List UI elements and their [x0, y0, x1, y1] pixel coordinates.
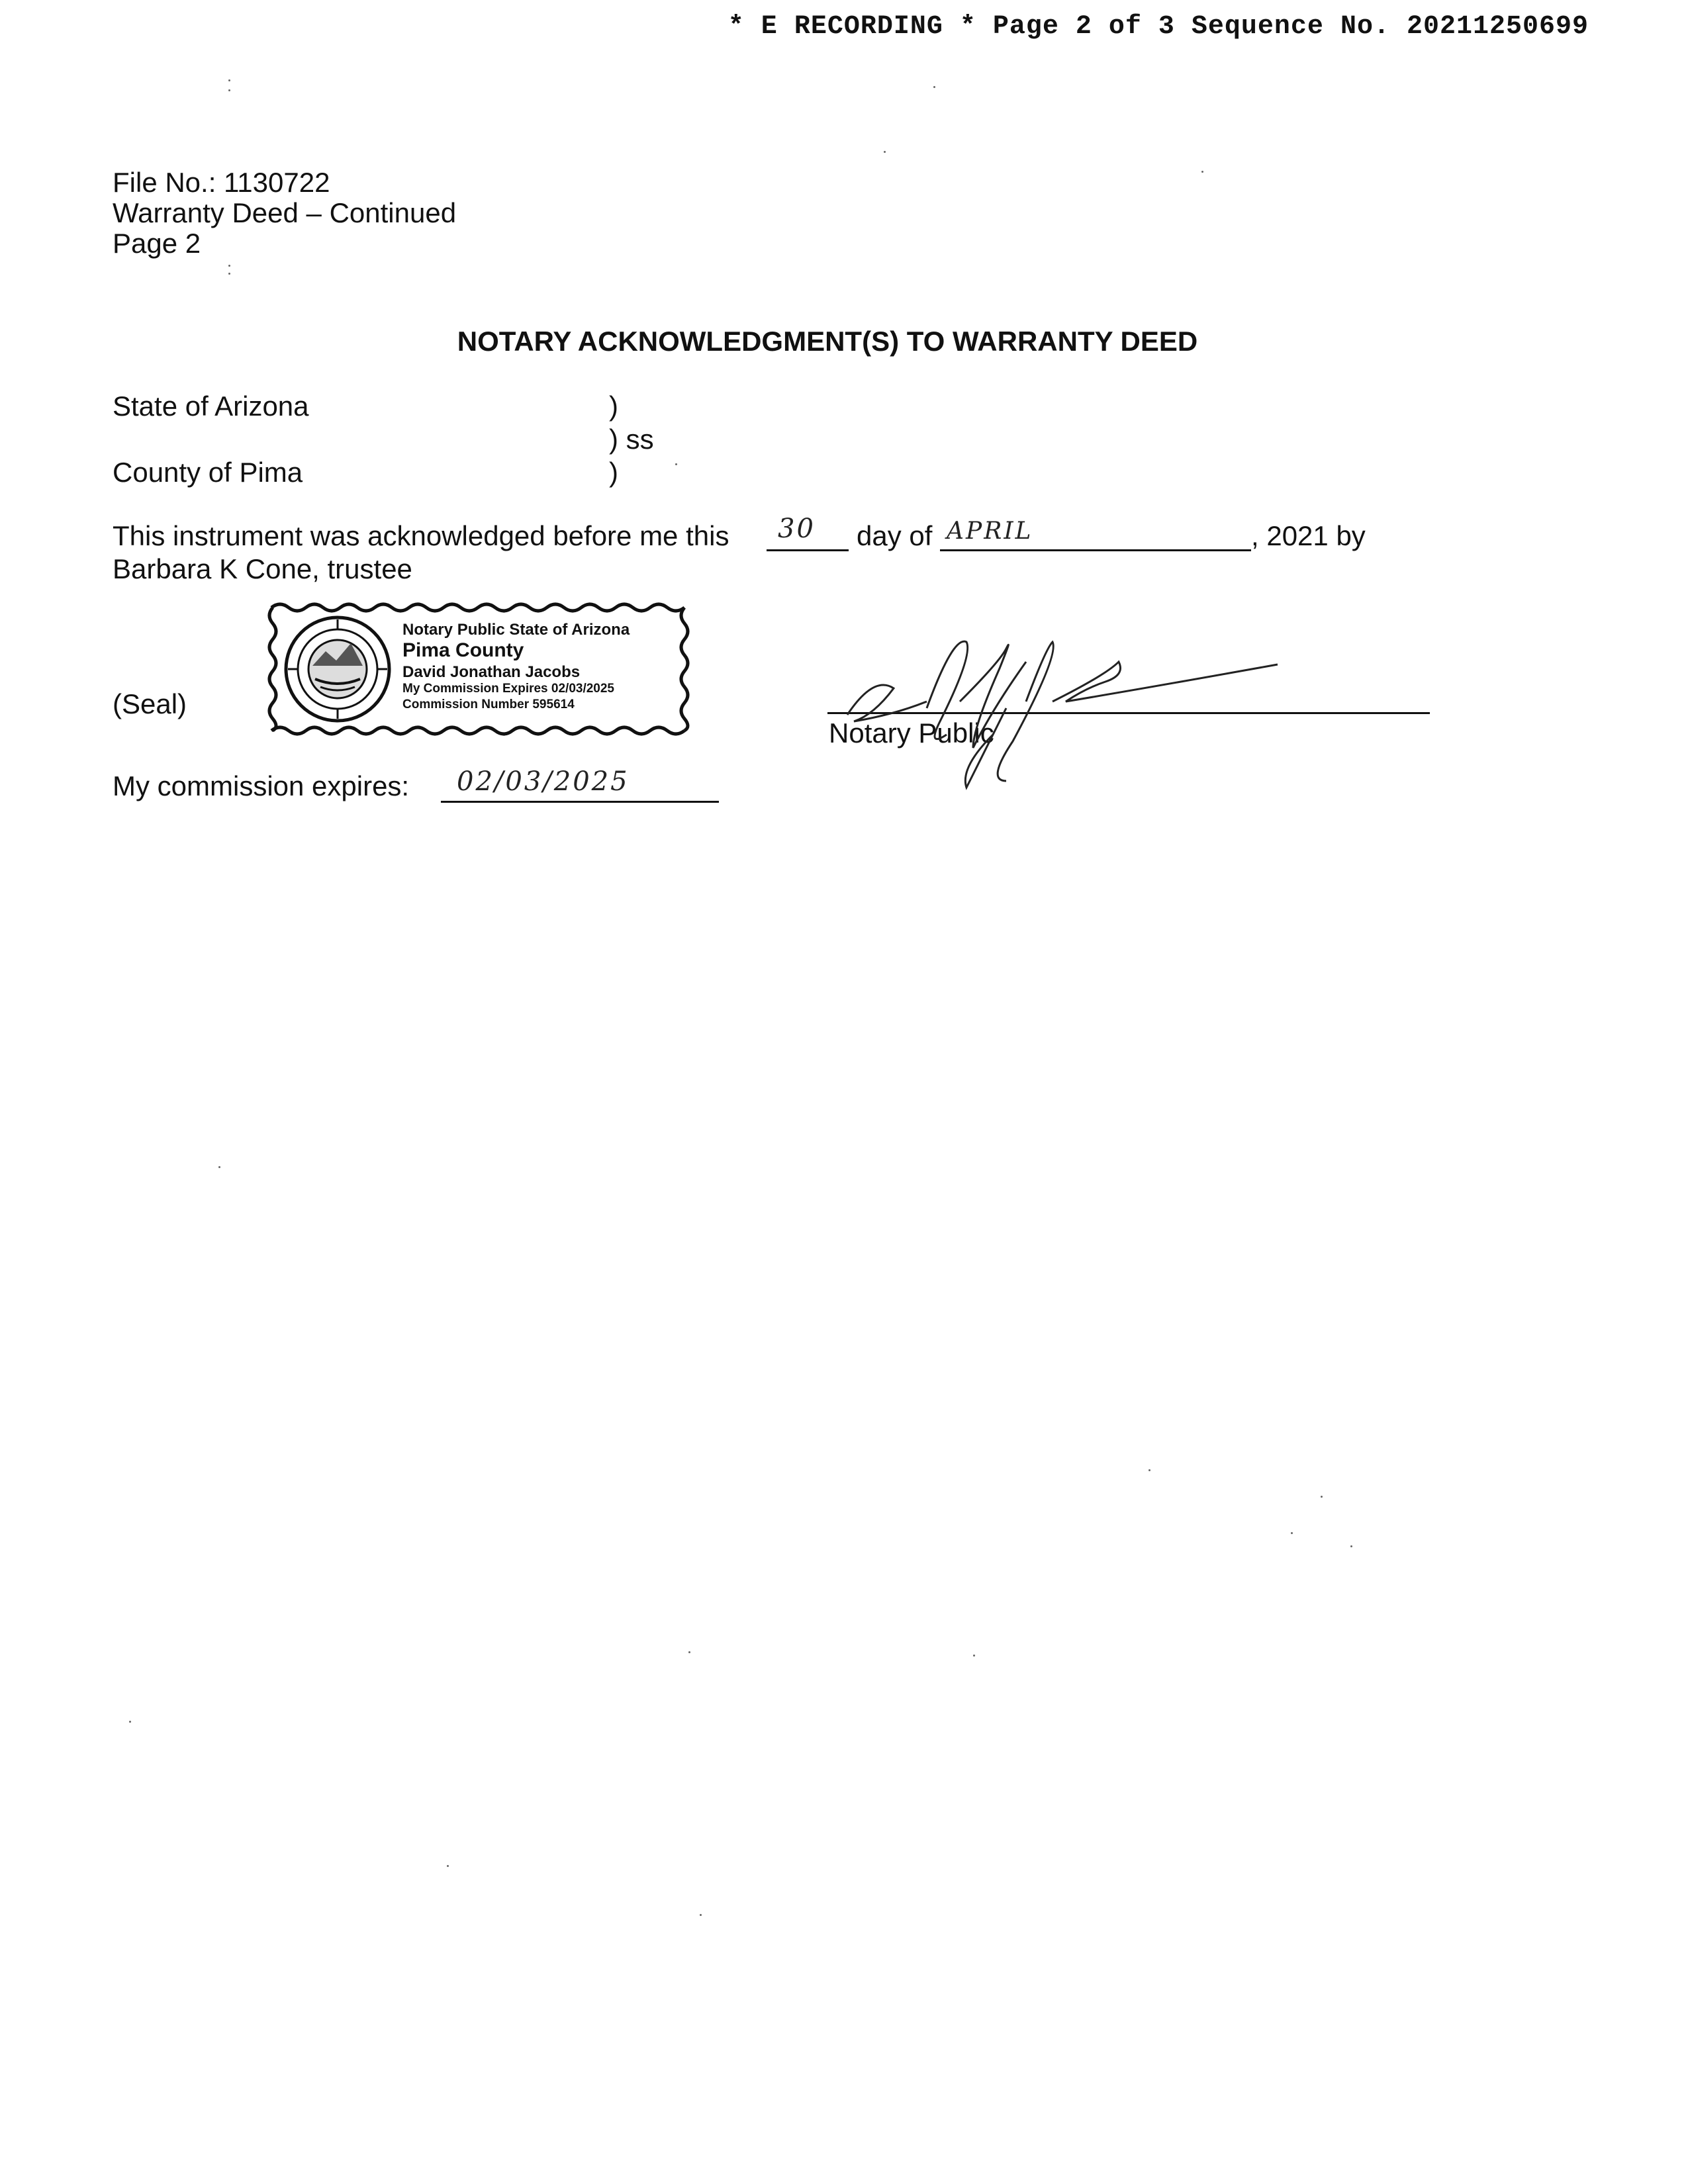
- acknowledgment-day-of: day of: [857, 520, 933, 551]
- stamp-line-3: David Jonathan Jacobs: [402, 663, 581, 681]
- scan-speck: [1321, 1496, 1323, 1498]
- stamp-line-2: Pima County: [402, 639, 524, 661]
- file-number-label: File No.:: [113, 167, 216, 198]
- document-title: Warranty Deed – Continued: [113, 197, 457, 228]
- file-number: 1130722: [224, 167, 330, 198]
- scan-speck: [700, 1914, 702, 1916]
- scan-speck: [1201, 171, 1203, 173]
- acknowledgment-prefix: This instrument was acknowledged before me this: [113, 520, 729, 551]
- scan-speck: [228, 273, 230, 275]
- file-number-line: [113, 167, 330, 199]
- recording-header: * E RECORDING * Page 2 of 3 Sequence No. 20211250699: [727, 12, 1589, 42]
- stamp-line-4: My Commission Expires 02/03/2025: [402, 682, 614, 696]
- scan-speck: [228, 265, 230, 267]
- commission-expires-label: My commission expires:: [113, 770, 410, 801]
- scan-speck: [228, 79, 230, 81]
- acknowledgment-signer: Barbara K Cone, trustee: [113, 553, 412, 584]
- page-indicator: Page 2: [113, 228, 201, 259]
- commission-underline: [441, 801, 719, 803]
- notary-signature-icon: [827, 629, 1331, 801]
- scan-speck: [1149, 1469, 1150, 1471]
- acknowledgment-day: 30: [778, 514, 816, 544]
- venue-paren-3: ): [609, 457, 618, 488]
- month-underline: [940, 549, 1251, 551]
- scan-speck: [675, 463, 677, 465]
- page-title: NOTARY ACKNOWLEDGMENT(S) TO WARRANTY DEED: [457, 326, 1198, 357]
- stamp-line-5: Commission Number 595614: [402, 698, 575, 711]
- venue-ss: ) ss: [609, 424, 654, 455]
- venue-county: County of Pima: [113, 457, 303, 488]
- scan-speck: [933, 86, 935, 88]
- acknowledgment-month: APRIL: [947, 518, 1033, 545]
- scan-speck: [228, 89, 230, 91]
- notary-signature-label: Notary Public: [829, 717, 994, 749]
- scan-speck: [688, 1651, 690, 1653]
- scan-speck: [447, 1865, 449, 1867]
- day-underline: [767, 549, 849, 551]
- venue-paren-1: ): [609, 390, 618, 422]
- scan-speck: [1291, 1532, 1293, 1534]
- acknowledgment-year: , 2021 by: [1251, 520, 1366, 551]
- stamp-line-1: Notary Public State of Arizona: [402, 621, 630, 639]
- venue-state: State of Arizona: [113, 390, 309, 422]
- scan-speck: [218, 1166, 220, 1168]
- commission-expires-date: 02/03/2025: [457, 766, 630, 797]
- seal-label: (Seal): [113, 688, 187, 719]
- scan-speck: [1350, 1545, 1352, 1547]
- scan-speck: [973, 1655, 975, 1657]
- notary-stamp: [265, 600, 695, 739]
- scan-speck: [884, 151, 886, 153]
- scan-speck: [129, 1721, 131, 1723]
